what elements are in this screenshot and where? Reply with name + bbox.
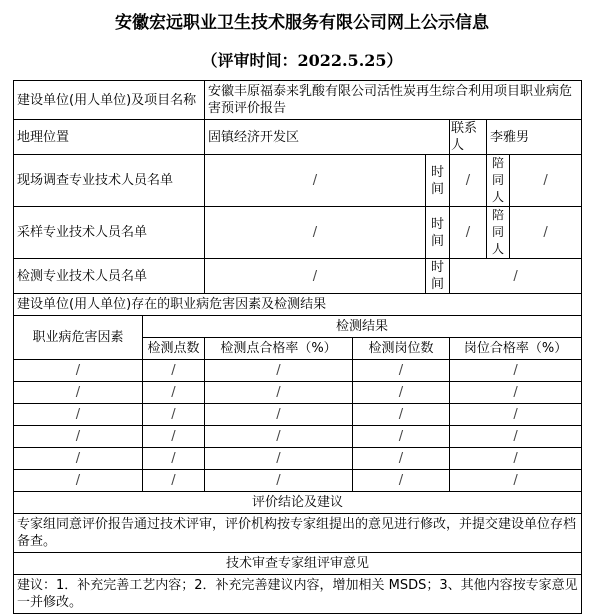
review-date: （评审时间：2022.5.25） [201, 51, 403, 70]
table-row [14, 426, 582, 448]
testing-staff-row [14, 259, 582, 294]
table-row [14, 360, 582, 382]
location-label: 地理位置 [14, 120, 205, 155]
cell: / [353, 470, 450, 492]
cell: / [14, 382, 143, 404]
cell: / [143, 448, 205, 470]
cell: / [353, 448, 450, 470]
disclosure-table [13, 80, 582, 614]
col-points: 检测点数 [143, 338, 205, 360]
testing-staff-label: 检测专业技术人员名单 [14, 259, 205, 294]
cell: / [14, 404, 143, 426]
cell: / [353, 426, 450, 448]
cell: / [143, 470, 205, 492]
survey-time-label: 时间 [426, 155, 450, 207]
cell: / [143, 426, 205, 448]
conclusion-header: 评价结论及建议 [14, 492, 582, 514]
cell: / [353, 360, 450, 382]
survey-staff-value: / [205, 155, 426, 207]
sampling-staff-label: 采样专业技术人员名单 [14, 207, 205, 259]
cell: / [14, 360, 143, 382]
hazard-header-row [14, 316, 582, 338]
table-row [14, 470, 582, 492]
sampling-time-value: / [450, 207, 487, 259]
unit-label: 建设单位(用人单位)及项目名称 [14, 81, 205, 120]
cell: / [205, 426, 353, 448]
conclusion-header-row [14, 492, 582, 514]
col-posts: 检测岗位数 [353, 338, 450, 360]
cell: / [450, 404, 582, 426]
results-header: 检测结果 [143, 316, 582, 338]
cell: / [205, 404, 353, 426]
table-row [14, 382, 582, 404]
sampling-time-label: 时间 [426, 207, 450, 259]
survey-time-value: / [450, 155, 487, 207]
expert-row [14, 575, 582, 614]
cell: / [14, 426, 143, 448]
page-title: 安徽宏远职业卫生技术服务有限公司网上公示信息 [115, 13, 489, 33]
cell: / [14, 448, 143, 470]
expert-opinion-header: 技术审查专家组评审意见 [14, 553, 582, 575]
cell: / [205, 470, 353, 492]
cell: / [14, 470, 143, 492]
col-post-rate: 岗位合格率（%） [450, 338, 582, 360]
location-value: 固镇经济开发区 [205, 120, 450, 155]
unit-value: 安徽丰原福泰来乳酸有限公司活性炭再生综合利用项目职业病危害预评价报告 [205, 81, 582, 120]
cell: / [143, 360, 205, 382]
hazard-section-row [14, 294, 582, 316]
conclusion-text: 专家组同意评价报告通过技术评审，评价机构按专家组提出的意见进行修改，并提交建设单位存档备查。 [14, 514, 582, 553]
cell: / [205, 382, 353, 404]
sampling-staff-value: / [205, 207, 426, 259]
sampling-staff-row [14, 207, 582, 259]
survey-staff-label: 现场调查专业技术人员名单 [14, 155, 205, 207]
survey-staff-row [14, 155, 582, 207]
conclusion-row [14, 514, 582, 553]
sampling-companion-label: 陪同人 [487, 207, 510, 259]
sampling-companion-value: / [510, 207, 582, 259]
cell: / [450, 382, 582, 404]
cell: / [205, 360, 353, 382]
cell: / [143, 382, 205, 404]
factor-header: 职业病危害因素 [14, 316, 143, 360]
expert-header-row [14, 553, 582, 575]
cell: / [450, 470, 582, 492]
testing-time-value: / [450, 259, 582, 294]
survey-companion-value: / [510, 155, 582, 207]
contact-value: 李雅男 [487, 120, 582, 155]
contact-label: 联系人 [450, 120, 487, 155]
col-point-rate: 检测点合格率（%） [205, 338, 353, 360]
cell: / [450, 426, 582, 448]
testing-staff-value: / [205, 259, 426, 294]
table-row [14, 448, 582, 470]
unit-row [14, 81, 582, 120]
hazard-section-title: 建设单位(用人单位)存在的职业病危害因素及检测结果 [14, 294, 582, 316]
location-row [14, 120, 582, 155]
cell: / [450, 360, 582, 382]
cell: / [450, 448, 582, 470]
testing-time-label: 时间 [426, 259, 450, 294]
table-row [14, 404, 582, 426]
cell: / [353, 382, 450, 404]
cell: / [143, 404, 205, 426]
cell: / [353, 404, 450, 426]
cell: / [205, 448, 353, 470]
expert-opinion-text: 建议：1．补充完善工艺内容；2．补充完善建议内容，增加相关 MSDS；3、其他内容按专家意见一并修改。 [14, 575, 582, 614]
survey-companion-label: 陪同人 [487, 155, 510, 207]
